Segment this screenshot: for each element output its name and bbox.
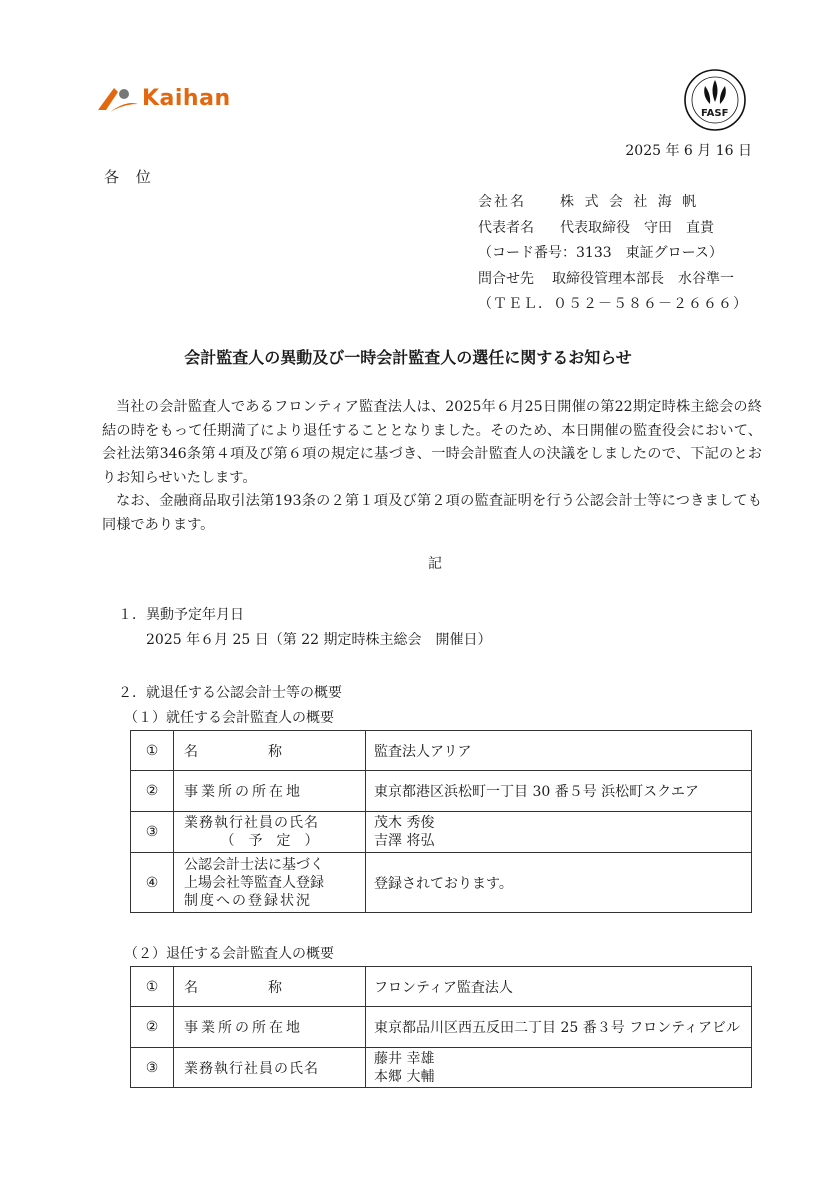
section1-heading: １．異動予定年月日 <box>118 607 244 623</box>
tel-row: （ＴＥＬ．０５２－５８６－２６６６） <box>478 296 748 312</box>
company-name-value: 株 式 会 社 海 帆 <box>560 194 700 210</box>
row-value <box>366 812 752 853</box>
section2-heading: ２．就退任する公認会計士等の概要 <box>118 685 342 701</box>
table-row <box>131 967 752 1007</box>
company-name-label: 会社名 <box>478 194 526 210</box>
table-row <box>131 1048 752 1088</box>
outgoing-auditor-table <box>130 966 752 1088</box>
table-row <box>131 731 752 771</box>
row-number: ① <box>131 731 174 771</box>
contact-row <box>478 267 748 293</box>
row-label: 名 称 <box>174 731 366 771</box>
row-number: ③ <box>131 812 174 853</box>
representative-row <box>478 216 748 242</box>
company-logo <box>96 82 236 116</box>
row-value <box>366 1048 752 1088</box>
body-paragraph-1: 当社の会計監査人であるフロンティア監査法人は、2025年６月25日開催の第22期定時株主総会の終結の時をもって任期満了により退任することとなりました。そのため、本日開催の監査役会において、会社法第346条第４項及び第６項の規定に基づき、一時会計監査人の決議をしましたので、下記のとおりお知らせいたします。 <box>102 399 762 486</box>
row-value: 登録されております。 <box>366 853 752 913</box>
fasf-seal-icon <box>683 68 747 132</box>
row-value: 東京都品川区西五反田二丁目 25 番３号 フロンティアビル <box>366 1007 752 1048</box>
row-number: ④ <box>131 853 174 913</box>
addressee: 各 位 <box>104 168 157 186</box>
row-label-line: 制度への登録状況 <box>184 892 312 909</box>
sub2-heading: （２）退任する会計監査人の概要 <box>124 946 334 962</box>
logo-text: Kaihan <box>142 86 231 111</box>
issue-date: 2025 年 6 月 16 日 <box>625 143 752 159</box>
fasf-seal <box>683 68 747 132</box>
body-text <box>102 396 762 537</box>
ki-marker: 記 <box>428 556 442 572</box>
row-label <box>174 853 366 913</box>
row-value: 東京都港区浜松町一丁目 30 番５号 浜松町スクエア <box>366 771 752 812</box>
row-label-line: 業務執行社員の氏名 <box>184 815 319 831</box>
section1-content: 2025 年６月 25 日（第 22 期定時株主総会 開催日） <box>146 632 492 648</box>
row-value-line: 藤井 幸雄 <box>374 1050 435 1067</box>
row-label <box>174 812 366 853</box>
table-row <box>131 771 752 812</box>
representative-label: 代表者名 <box>478 219 534 236</box>
row-label-line: 公認会計士法に基づく <box>184 856 324 873</box>
table-row <box>131 812 752 853</box>
body-paragraph-2: なお、金融商品取引法第193条の２第１項及び第２項の監査証明を行う公認会計士等につきましても同様であります。 <box>102 493 762 533</box>
row-label: 業務執行社員の氏名 <box>174 1048 366 1088</box>
contact-label: 問合せ先 <box>478 270 534 287</box>
document-title: 会計監査人の異動及び一時会計監査人の選任に関するお知らせ <box>184 348 632 367</box>
row-value-line: 本郷 大輔 <box>374 1068 435 1085</box>
kaihan-logo-icon <box>96 82 140 116</box>
company-name-row <box>478 190 748 216</box>
incoming-auditor-table <box>130 730 752 913</box>
table-row <box>131 853 752 913</box>
row-number: ② <box>131 1007 174 1048</box>
row-number: ③ <box>131 1048 174 1088</box>
representative-value: 代表取締役 守田 直貴 <box>560 219 714 236</box>
row-value: 監査法人アリア <box>366 731 752 771</box>
row-number: ① <box>131 967 174 1007</box>
seal-label: FASF <box>701 108 729 119</box>
row-label-line: 上場会社等監査人登録 <box>184 874 324 891</box>
stock-code-row: （コード番号：3133 東証グロース） <box>478 245 723 261</box>
row-label: 名 称 <box>174 967 366 1007</box>
table-row <box>131 1007 752 1048</box>
row-label: 事業所の所在地 <box>174 771 366 812</box>
sub1-heading: （１）就任する会計監査人の概要 <box>124 710 334 726</box>
row-label: 事業所の所在地 <box>174 1007 366 1048</box>
company-info <box>478 190 748 318</box>
row-number: ② <box>131 771 174 812</box>
row-value-line: 吉澤 将弘 <box>374 833 435 849</box>
contact-value: 取締役管理本部長 水谷準一 <box>552 270 734 287</box>
row-value-line: 茂木 秀俊 <box>374 815 435 831</box>
row-value: フロンティア監査法人 <box>366 967 752 1007</box>
row-label-line: （ 予 定 ） <box>220 833 319 849</box>
